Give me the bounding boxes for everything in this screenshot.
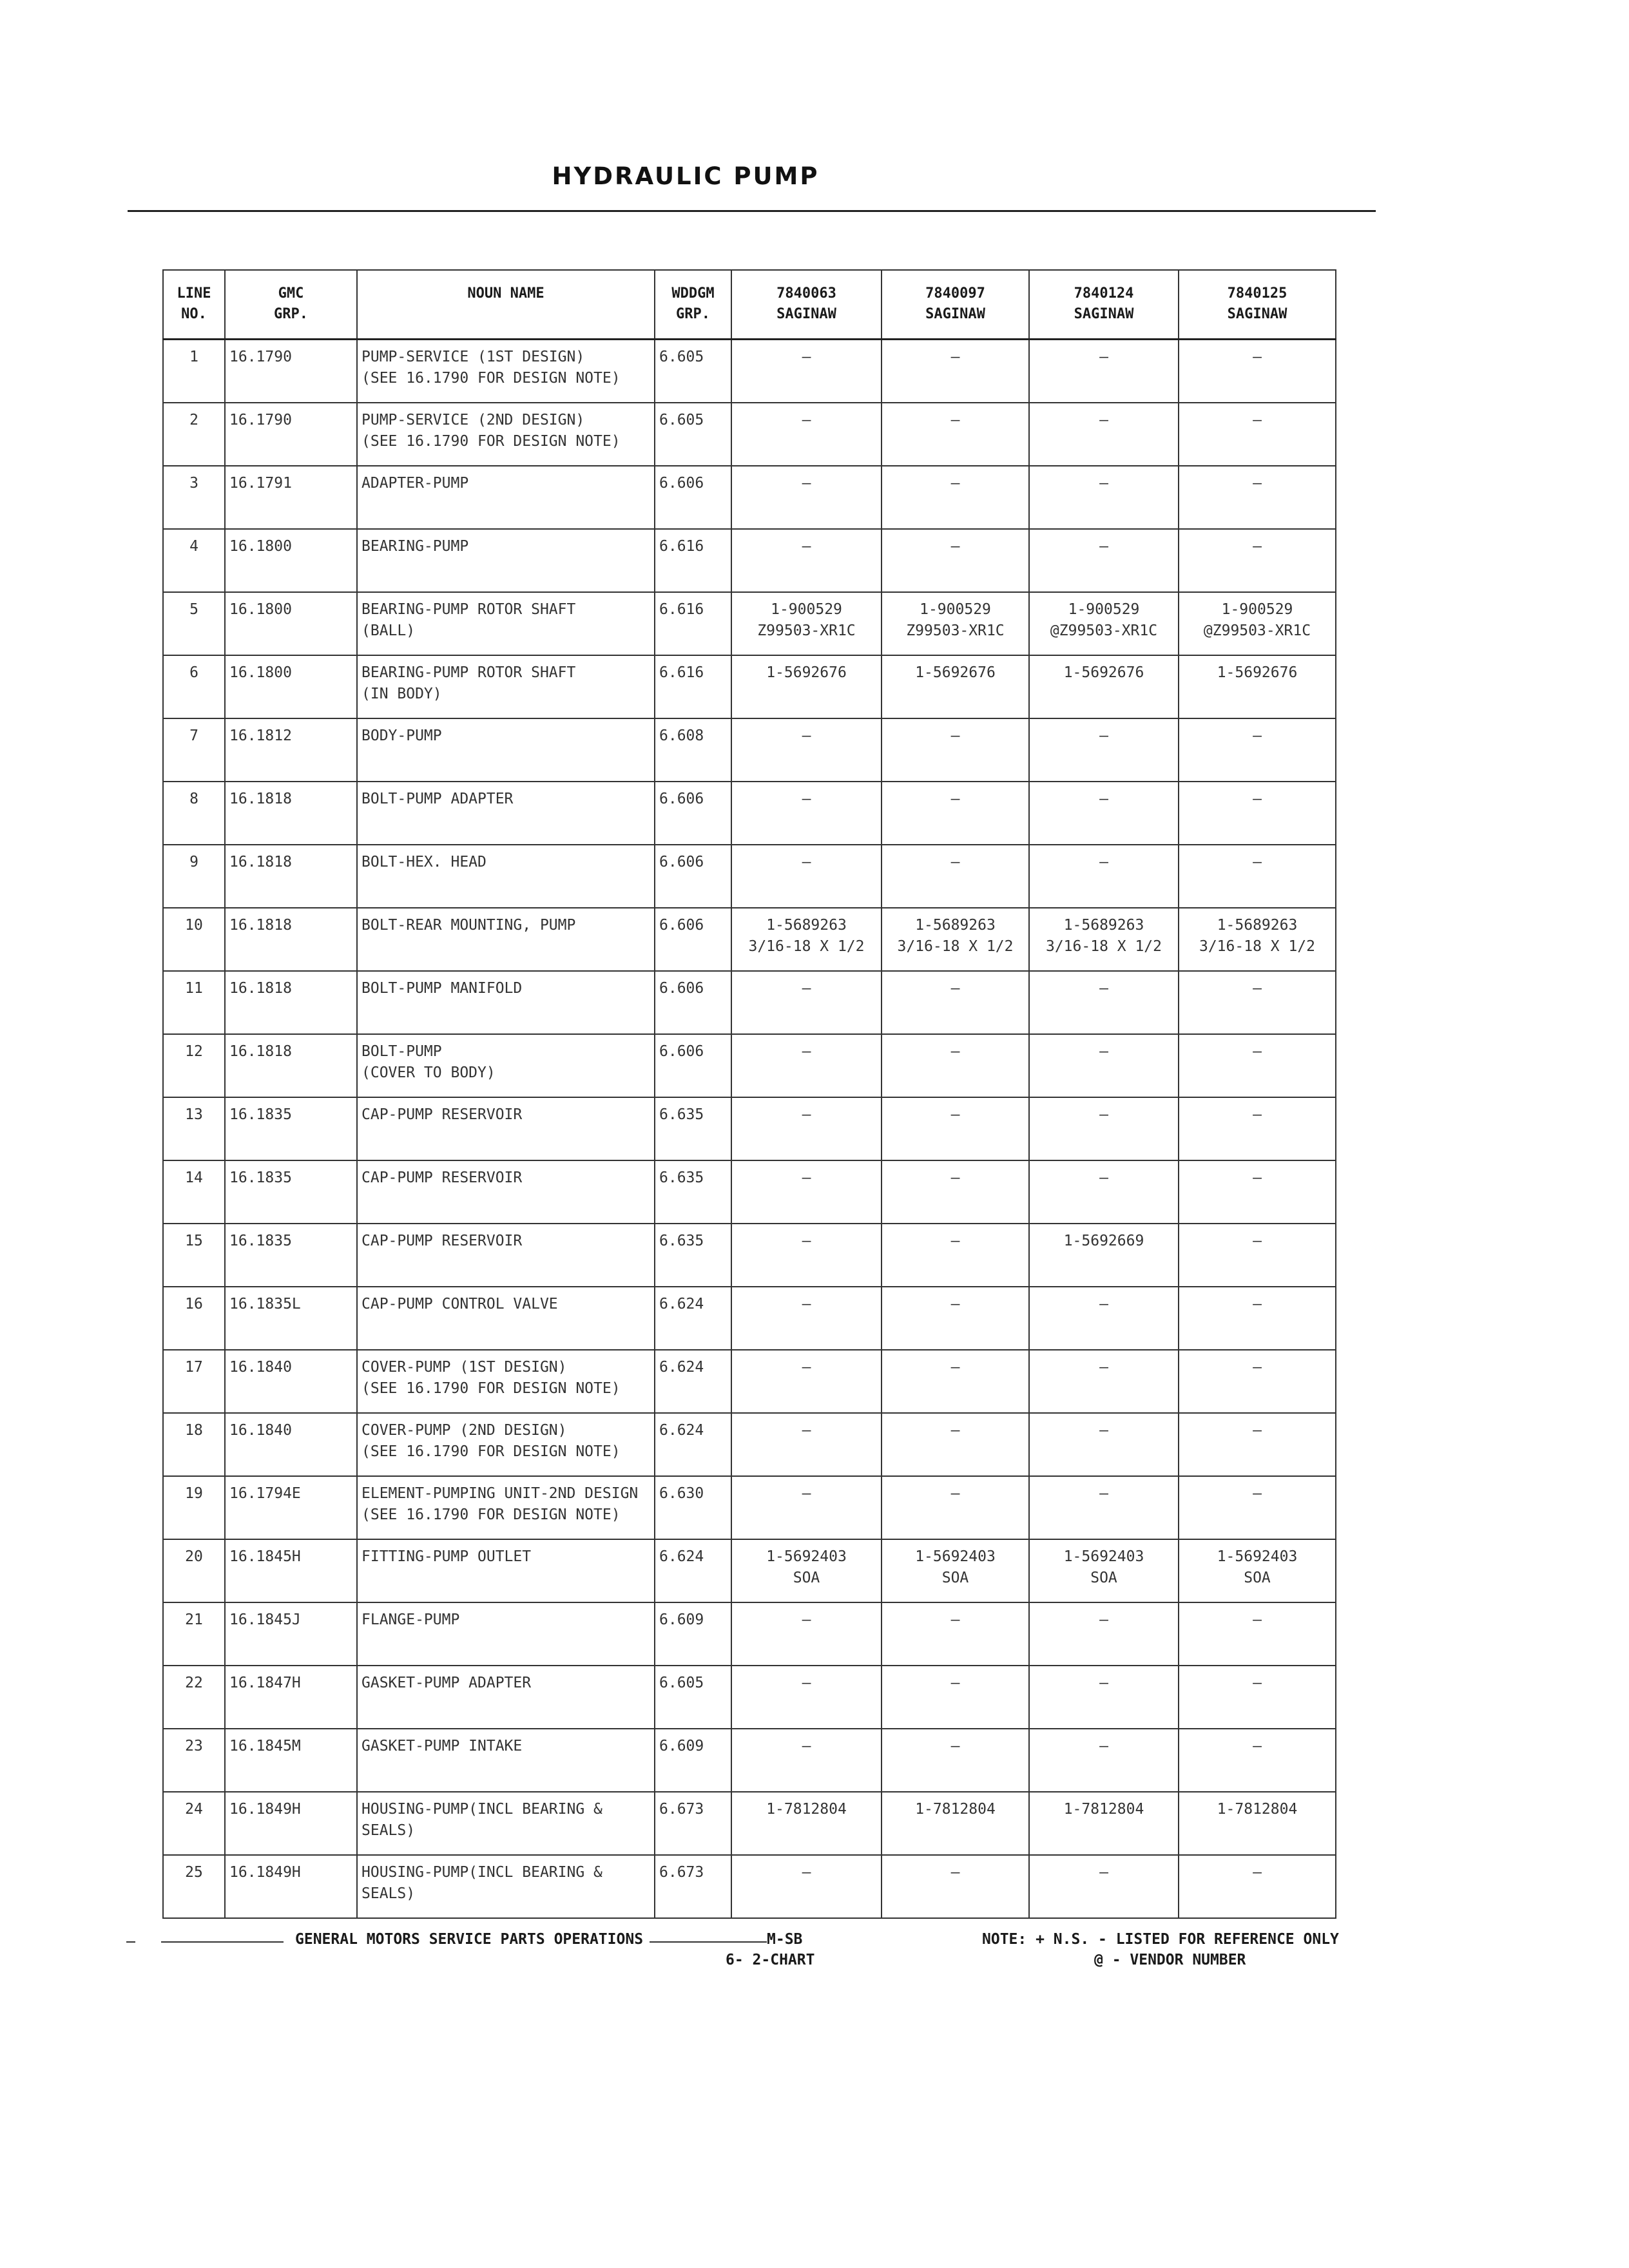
cell-wddgm-grp: 6.608 (655, 718, 731, 782)
cell-wddgm-grp: 6.606 (655, 782, 731, 845)
cell-vendor-7840124: — (1029, 529, 1179, 592)
cell-line-no: 8 (163, 782, 225, 845)
cell-vendor-7840124: — (1029, 1729, 1179, 1792)
cell-vendor-7840125: — (1179, 1160, 1336, 1224)
cell-line-no: 2 (163, 403, 225, 466)
footer-section-code: M-SB (767, 1931, 803, 1948)
cell-wddgm-grp: 6.616 (655, 529, 731, 592)
cell-wddgm-grp: 6.673 (655, 1855, 731, 1918)
cell-wddgm-grp: 6.673 (655, 1792, 731, 1855)
cell-gmc-grp: 16.1845J (225, 1602, 357, 1666)
header-vendor-7840124: 7840124 SAGINAW (1029, 270, 1179, 340)
cell-vendor-7840097: 1-900529 Z99503-XR1C (882, 592, 1029, 655)
cell-gmc-grp: 16.1835 (225, 1097, 357, 1160)
cell-gmc-grp: 16.1800 (225, 592, 357, 655)
table-row (163, 1034, 1336, 1097)
cell-noun-name: BOLT-PUMP ADAPTER (357, 782, 655, 845)
cell-vendor-7840124: 1-5692676 (1029, 655, 1179, 718)
cell-line-no: 4 (163, 529, 225, 592)
cell-wddgm-grp: 6.606 (655, 845, 731, 908)
cell-vendor-7840063: — (731, 1097, 882, 1160)
cell-wddgm-grp: 6.606 (655, 908, 731, 971)
cell-noun-name: HOUSING-PUMP(INCL BEARING & SEALS) (357, 1792, 655, 1855)
cell-vendor-7840125: 1-900529 @Z99503-XR1C (1179, 592, 1336, 655)
cell-vendor-7840097: — (882, 529, 1029, 592)
header-noun-name: NOUN NAME (357, 270, 655, 340)
cell-gmc-grp: 16.1845H (225, 1539, 357, 1602)
cell-noun-name: CAP-PUMP RESERVOIR (357, 1097, 655, 1160)
header-vendor-7840097: 7840097 SAGINAW (882, 270, 1029, 340)
page-title: HYDRAULIC PUMP (552, 162, 820, 190)
cell-gmc-grp: 16.1812 (225, 718, 357, 782)
cell-vendor-7840124: — (1029, 1034, 1179, 1097)
cell-wddgm-grp: 6.624 (655, 1350, 731, 1413)
cell-wddgm-grp: 6.635 (655, 1224, 731, 1287)
cell-vendor-7840063: — (731, 466, 882, 529)
cell-vendor-7840124: 1-5689263 3/16-18 X 1/2 (1029, 908, 1179, 971)
cell-vendor-7840063: — (731, 971, 882, 1034)
cell-vendor-7840125: — (1179, 718, 1336, 782)
cell-vendor-7840124: — (1029, 1666, 1179, 1729)
cell-line-no: 22 (163, 1666, 225, 1729)
cell-vendor-7840125: — (1179, 529, 1336, 592)
cell-line-no: 1 (163, 340, 225, 403)
header-row (163, 270, 1336, 340)
cell-vendor-7840125: 1-5692403 SOA (1179, 1539, 1336, 1602)
cell-wddgm-grp: 6.635 (655, 1160, 731, 1224)
cell-vendor-7840125: 1-5689263 3/16-18 X 1/2 (1179, 908, 1336, 971)
cell-noun-name: GASKET-PUMP ADAPTER (357, 1666, 655, 1729)
cell-wddgm-grp: 6.624 (655, 1287, 731, 1350)
cell-line-no: 3 (163, 466, 225, 529)
cell-vendor-7840097: — (882, 1160, 1029, 1224)
cell-vendor-7840097: — (882, 1097, 1029, 1160)
cell-vendor-7840097: — (882, 1413, 1029, 1476)
table-row (163, 1413, 1336, 1476)
table-row (163, 1350, 1336, 1413)
cell-vendor-7840097: — (882, 1729, 1029, 1792)
cell-vendor-7840125: 1-5692676 (1179, 655, 1336, 718)
cell-vendor-7840124: — (1029, 1602, 1179, 1666)
cell-gmc-grp: 16.1845M (225, 1729, 357, 1792)
cell-vendor-7840097: — (882, 1350, 1029, 1413)
cell-vendor-7840097: — (882, 466, 1029, 529)
footer-chart-number: 6- 2-CHART (726, 1952, 815, 1968)
table-row (163, 466, 1336, 529)
cell-line-no: 24 (163, 1792, 225, 1855)
cell-gmc-grp: 16.1835 (225, 1224, 357, 1287)
cell-vendor-7840097: 1-5692403 SOA (882, 1539, 1029, 1602)
cell-vendor-7840097: — (882, 1476, 1029, 1539)
cell-vendor-7840063: 1-5689263 3/16-18 X 1/2 (731, 908, 882, 971)
cell-noun-name: BOLT-HEX. HEAD (357, 845, 655, 908)
cell-vendor-7840124: — (1029, 1476, 1179, 1539)
cell-line-no: 9 (163, 845, 225, 908)
footer-rule-right (650, 1941, 767, 1943)
cell-vendor-7840125: — (1179, 1476, 1336, 1539)
cell-line-no: 25 (163, 1855, 225, 1918)
cell-noun-name: PUMP-SERVICE (2ND DESIGN) (SEE 16.1790 FOR DESIGN NOTE) (357, 403, 655, 466)
cell-vendor-7840063: 1-5692403 SOA (731, 1539, 882, 1602)
table-row (163, 1287, 1336, 1350)
table-row (163, 1224, 1336, 1287)
cell-vendor-7840097: 1-5689263 3/16-18 X 1/2 (882, 908, 1029, 971)
footer-note-ns: NOTE: + N.S. - LISTED FOR REFERENCE ONLY (982, 1931, 1339, 1948)
title-divider (128, 210, 1376, 212)
cell-line-no: 14 (163, 1160, 225, 1224)
cell-vendor-7840124: — (1029, 782, 1179, 845)
cell-line-no: 7 (163, 718, 225, 782)
cell-vendor-7840124: — (1029, 1097, 1179, 1160)
cell-wddgm-grp: 6.606 (655, 1034, 731, 1097)
table-row (163, 529, 1336, 592)
cell-vendor-7840063: — (731, 1855, 882, 1918)
cell-vendor-7840125: — (1179, 1413, 1336, 1476)
cell-wddgm-grp: 6.606 (655, 466, 731, 529)
cell-vendor-7840097: — (882, 1855, 1029, 1918)
table-row (163, 971, 1336, 1034)
cell-noun-name: BEARING-PUMP ROTOR SHAFT (BALL) (357, 592, 655, 655)
cell-gmc-grp: 16.1794E (225, 1476, 357, 1539)
cell-wddgm-grp: 6.605 (655, 340, 731, 403)
header-vendor-7840125: 7840125 SAGINAW (1179, 270, 1336, 340)
cell-wddgm-grp: 6.635 (655, 1097, 731, 1160)
cell-vendor-7840063: — (731, 718, 882, 782)
cell-vendor-7840063: — (731, 1729, 882, 1792)
cell-vendor-7840125: — (1179, 1729, 1336, 1792)
table-row (163, 1666, 1336, 1729)
cell-vendor-7840125: — (1179, 1602, 1336, 1666)
header-gmc-grp: GMC GRP. (225, 270, 357, 340)
cell-vendor-7840125: — (1179, 1034, 1336, 1097)
cell-gmc-grp: 16.1847H (225, 1666, 357, 1729)
table-row (163, 592, 1336, 655)
cell-noun-name: BOLT-REAR MOUNTING, PUMP (357, 908, 655, 971)
cell-wddgm-grp: 6.606 (655, 971, 731, 1034)
cell-gmc-grp: 16.1818 (225, 971, 357, 1034)
cell-vendor-7840125: 1-7812804 (1179, 1792, 1336, 1855)
cell-gmc-grp: 16.1835 (225, 1160, 357, 1224)
cell-vendor-7840097: — (882, 340, 1029, 403)
cell-vendor-7840125: — (1179, 1224, 1336, 1287)
cell-gmc-grp: 16.1790 (225, 340, 357, 403)
cell-noun-name: CAP-PUMP CONTROL VALVE (357, 1287, 655, 1350)
cell-wddgm-grp: 6.630 (655, 1476, 731, 1539)
cell-vendor-7840124: — (1029, 1287, 1179, 1350)
cell-noun-name: ELEMENT-PUMPING UNIT-2ND DESIGN (SEE 16.1790 FOR DESIGN NOTE) (357, 1476, 655, 1539)
footer-rule-left (161, 1941, 284, 1943)
cell-wddgm-grp: 6.616 (655, 655, 731, 718)
page-footer (0, 1930, 1629, 1988)
cell-gmc-grp: 16.1790 (225, 403, 357, 466)
cell-gmc-grp: 16.1791 (225, 466, 357, 529)
cell-noun-name: BEARING-PUMP ROTOR SHAFT (IN BODY) (357, 655, 655, 718)
cell-wddgm-grp: 6.624 (655, 1539, 731, 1602)
parts-table-body (163, 340, 1336, 1918)
cell-noun-name: BOLT-PUMP MANIFOLD (357, 971, 655, 1034)
cell-noun-name: BODY-PUMP (357, 718, 655, 782)
cell-vendor-7840125: — (1179, 845, 1336, 908)
cell-noun-name: BEARING-PUMP (357, 529, 655, 592)
cell-gmc-grp: 16.1818 (225, 845, 357, 908)
cell-noun-name: FITTING-PUMP OUTLET (357, 1539, 655, 1602)
cell-vendor-7840097: — (882, 782, 1029, 845)
cell-line-no: 18 (163, 1413, 225, 1476)
header-vendor-7840063: 7840063 SAGINAW (731, 270, 882, 340)
cell-line-no: 19 (163, 1476, 225, 1539)
cell-gmc-grp: 16.1840 (225, 1413, 357, 1476)
cell-vendor-7840124: — (1029, 340, 1179, 403)
table-row (163, 1729, 1336, 1792)
cell-vendor-7840063: 1-5692676 (731, 655, 882, 718)
cell-wddgm-grp: 6.605 (655, 1666, 731, 1729)
table-row (163, 1539, 1336, 1602)
cell-vendor-7840125: — (1179, 340, 1336, 403)
cell-vendor-7840063: — (731, 1350, 882, 1413)
cell-line-no: 23 (163, 1729, 225, 1792)
table-row (163, 1792, 1336, 1855)
cell-vendor-7840124: — (1029, 1855, 1179, 1918)
cell-noun-name: CAP-PUMP RESERVOIR (357, 1224, 655, 1287)
cell-vendor-7840124: — (1029, 971, 1179, 1034)
cell-vendor-7840124: 1-5692669 (1029, 1224, 1179, 1287)
cell-gmc-grp: 16.1849H (225, 1792, 357, 1855)
cell-vendor-7840125: — (1179, 1666, 1336, 1729)
cell-vendor-7840124: 1-900529 @Z99503-XR1C (1029, 592, 1179, 655)
cell-vendor-7840124: — (1029, 1413, 1179, 1476)
table-row (163, 782, 1336, 845)
cell-wddgm-grp: 6.609 (655, 1602, 731, 1666)
cell-vendor-7840063: — (731, 1034, 882, 1097)
table-row (163, 655, 1336, 718)
cell-gmc-grp: 16.1835L (225, 1287, 357, 1350)
table-row (163, 718, 1336, 782)
footer-tick (126, 1941, 135, 1943)
cell-vendor-7840124: 1-5692403 SOA (1029, 1539, 1179, 1602)
cell-noun-name: FLANGE-PUMP (357, 1602, 655, 1666)
cell-vendor-7840097: — (882, 403, 1029, 466)
cell-vendor-7840125: — (1179, 1097, 1336, 1160)
cell-vendor-7840125: — (1179, 1855, 1336, 1918)
cell-noun-name: GASKET-PUMP INTAKE (357, 1729, 655, 1792)
cell-vendor-7840124: — (1029, 1350, 1179, 1413)
cell-gmc-grp: 16.1818 (225, 782, 357, 845)
cell-gmc-grp: 16.1818 (225, 1034, 357, 1097)
cell-gmc-grp: 16.1849H (225, 1855, 357, 1918)
cell-vendor-7840125: — (1179, 971, 1336, 1034)
cell-line-no: 6 (163, 655, 225, 718)
cell-vendor-7840097: — (882, 1602, 1029, 1666)
cell-vendor-7840124: — (1029, 1160, 1179, 1224)
cell-line-no: 20 (163, 1539, 225, 1602)
parts-table (162, 269, 1336, 1919)
cell-noun-name: CAP-PUMP RESERVOIR (357, 1160, 655, 1224)
cell-line-no: 10 (163, 908, 225, 971)
cell-line-no: 16 (163, 1287, 225, 1350)
footer-note-vendor: @ - VENDOR NUMBER (1094, 1952, 1246, 1968)
cell-noun-name: COVER-PUMP (1ST DESIGN) (SEE 16.1790 FOR DESIGN NOTE) (357, 1350, 655, 1413)
table-row (163, 1602, 1336, 1666)
cell-gmc-grp: 16.1800 (225, 529, 357, 592)
cell-vendor-7840063: — (731, 1666, 882, 1729)
cell-vendor-7840124: — (1029, 845, 1179, 908)
cell-line-no: 17 (163, 1350, 225, 1413)
table-row (163, 1855, 1336, 1918)
header-wddgm-grp: WDDGM GRP. (655, 270, 731, 340)
cell-line-no: 13 (163, 1097, 225, 1160)
cell-vendor-7840124: — (1029, 466, 1179, 529)
cell-line-no: 12 (163, 1034, 225, 1097)
cell-wddgm-grp: 6.624 (655, 1413, 731, 1476)
cell-noun-name: HOUSING-PUMP(INCL BEARING & SEALS) (357, 1855, 655, 1918)
header-line-no: LINE NO. (163, 270, 225, 340)
cell-vendor-7840063: — (731, 1476, 882, 1539)
table-row (163, 1160, 1336, 1224)
cell-vendor-7840124: 1-7812804 (1029, 1792, 1179, 1855)
cell-vendor-7840124: — (1029, 403, 1179, 466)
cell-noun-name: PUMP-SERVICE (1ST DESIGN) (SEE 16.1790 FOR DESIGN NOTE) (357, 340, 655, 403)
cell-vendor-7840097: — (882, 1287, 1029, 1350)
cell-vendor-7840063: — (731, 403, 882, 466)
cell-vendor-7840125: — (1179, 403, 1336, 466)
cell-line-no: 15 (163, 1224, 225, 1287)
cell-line-no: 11 (163, 971, 225, 1034)
cell-vendor-7840097: — (882, 1034, 1029, 1097)
cell-vendor-7840063: — (731, 529, 882, 592)
cell-noun-name: BOLT-PUMP (COVER TO BODY) (357, 1034, 655, 1097)
cell-line-no: 5 (163, 592, 225, 655)
table-row (163, 403, 1336, 466)
table-row (163, 1097, 1336, 1160)
cell-vendor-7840063: — (731, 1287, 882, 1350)
cell-vendor-7840097: 1-5692676 (882, 655, 1029, 718)
cell-vendor-7840125: — (1179, 1350, 1336, 1413)
cell-vendor-7840063: — (731, 845, 882, 908)
cell-vendor-7840097: — (882, 718, 1029, 782)
cell-vendor-7840063: — (731, 340, 882, 403)
cell-vendor-7840125: — (1179, 1287, 1336, 1350)
cell-vendor-7840063: — (731, 1602, 882, 1666)
cell-wddgm-grp: 6.616 (655, 592, 731, 655)
cell-vendor-7840097: — (882, 1224, 1029, 1287)
cell-noun-name: COVER-PUMP (2ND DESIGN) (SEE 16.1790 FOR DESIGN NOTE) (357, 1413, 655, 1476)
cell-line-no: 21 (163, 1602, 225, 1666)
cell-vendor-7840097: — (882, 1666, 1029, 1729)
table-row (163, 845, 1336, 908)
cell-vendor-7840125: — (1179, 466, 1336, 529)
cell-gmc-grp: 16.1840 (225, 1350, 357, 1413)
cell-vendor-7840063: — (731, 782, 882, 845)
cell-noun-name: ADAPTER-PUMP (357, 466, 655, 529)
cell-vendor-7840063: — (731, 1160, 882, 1224)
cell-vendor-7840097: 1-7812804 (882, 1792, 1029, 1855)
cell-wddgm-grp: 6.605 (655, 403, 731, 466)
cell-gmc-grp: 16.1818 (225, 908, 357, 971)
footer-company: GENERAL MOTORS SERVICE PARTS OPERATIONS (295, 1931, 644, 1948)
cell-vendor-7840124: — (1029, 718, 1179, 782)
cell-vendor-7840097: — (882, 845, 1029, 908)
cell-vendor-7840063: — (731, 1224, 882, 1287)
cell-gmc-grp: 16.1800 (225, 655, 357, 718)
cell-vendor-7840063: 1-7812804 (731, 1792, 882, 1855)
table-row (163, 340, 1336, 403)
table-row (163, 1476, 1336, 1539)
cell-vendor-7840125: — (1179, 782, 1336, 845)
cell-vendor-7840063: — (731, 1413, 882, 1476)
cell-wddgm-grp: 6.609 (655, 1729, 731, 1792)
cell-vendor-7840063: 1-900529 Z99503-XR1C (731, 592, 882, 655)
table-row (163, 908, 1336, 971)
cell-vendor-7840097: — (882, 971, 1029, 1034)
